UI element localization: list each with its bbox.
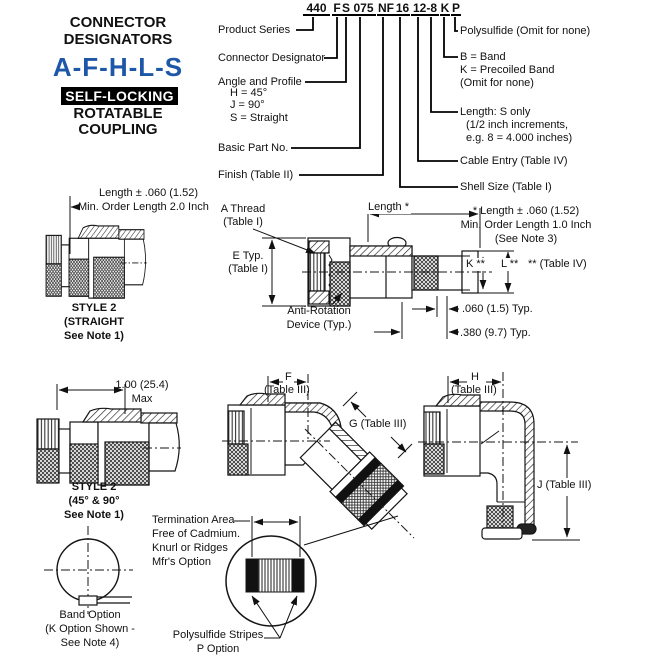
a-thread-label-1: A Thread	[220, 203, 266, 215]
rotatable-title: ROTATABLE	[73, 105, 163, 122]
min-order-length-label: Min. Order Length 2.0 Inch	[78, 201, 209, 213]
f-dim-label: F	[285, 371, 292, 383]
callout-shell-size: Shell Size (Table I)	[460, 181, 552, 193]
part-segment-entry-length: 12-8	[412, 1, 438, 15]
part-segment-shell: 16	[395, 1, 410, 15]
part-segment-band: K	[440, 1, 450, 15]
connector-designators-title-2: DESIGNATORS	[63, 31, 173, 48]
termination-note-4: Mfr's Option	[152, 556, 211, 568]
dim-060-label: .060 (1.5) Typ.	[462, 303, 533, 315]
callout-length-1: Length: S only	[460, 106, 531, 118]
style2-straight-caption-2: (STRAIGHT	[64, 316, 124, 328]
elbow-90-drawing	[418, 394, 578, 539]
anti-rotation-label-2: Device (Typ.)	[286, 319, 352, 331]
part-segment-basic: 075	[351, 1, 376, 16]
style2-straight-caption-1: STYLE 2	[71, 302, 117, 314]
part-segment-finish: NF	[378, 1, 394, 15]
band-option-caption-3: See Note 4)	[60, 637, 120, 649]
callout-length-2: (1/2 inch increments,	[466, 119, 569, 131]
length-star-label: Length *	[368, 201, 409, 213]
e-typ-label-1: E Typ.	[232, 250, 264, 262]
g-dim-label: G (Table III)	[349, 418, 407, 430]
callout-basic-part-no: Basic Part No.	[218, 142, 289, 154]
callout-angle-h: H = 45°	[230, 87, 268, 99]
length-tolerance-label: Length ± .060 (1.52)	[99, 187, 198, 199]
length-note-3: (See Note 3)	[494, 233, 558, 245]
f-table-label: (Table III)	[264, 384, 310, 396]
e-typ-label-2: (Table I)	[228, 263, 268, 275]
callout-finish: Finish (Table II)	[218, 169, 294, 181]
style2-angled-caption-3: See Note 1)	[64, 509, 124, 521]
a-thread-label-2: (Table I)	[223, 216, 263, 228]
max-dim-label-2: Max	[131, 393, 153, 405]
connector-designators-letters: A-F-H-L-S	[52, 52, 184, 82]
style2-angled-caption-1: STYLE 2	[71, 481, 117, 493]
max-dim-label-1: 1.00 (25.4)	[115, 379, 169, 391]
callout-band-omit: (Omit for none)	[460, 77, 534, 89]
band-option-drawing	[44, 526, 133, 614]
callout-band-k: K = Precoiled Band	[460, 64, 555, 76]
length-note-1: * Length ± .060 (1.52)	[472, 205, 580, 217]
part-segment-series: 440	[303, 1, 330, 16]
dimensioned-straight-drawing	[302, 238, 492, 307]
polysulfide-stripes-label-1: Polysulfide Stripes	[172, 629, 264, 641]
style2-straight-caption-3: See Note 1)	[64, 330, 124, 342]
part-segment-angle: S	[341, 1, 350, 15]
band-option-caption-2: (K Option Shown -	[45, 623, 135, 635]
band-option-caption-1: Band Option	[59, 609, 121, 621]
callout-band-b: B = Band	[460, 51, 506, 63]
connector-designators-title-1: CONNECTOR	[69, 14, 167, 31]
termination-note-3: Knurl or Ridges	[152, 542, 228, 554]
callout-cable-entry: Cable Entry (Table IV)	[460, 155, 568, 167]
dim-380-label: .380 (9.7) Typ.	[460, 327, 531, 339]
callout-length-3: e.g. 8 = 4.000 inches)	[466, 132, 573, 144]
anti-rotation-label-1: Anti-Rotation	[287, 305, 351, 317]
callout-product-series: Product Series	[218, 24, 291, 36]
k-dim-label: K **	[466, 258, 485, 270]
callout-polysulfide: Polysulfide (Omit for none)	[460, 25, 591, 37]
table-iv-ref-label: ** (Table IV)	[528, 258, 587, 270]
part-number-callout-lines	[291, 17, 458, 187]
j-dim-label: J (Table III)	[537, 479, 592, 491]
part-segment-designator: F	[333, 1, 341, 15]
callout-angle-j: J = 90°	[230, 99, 265, 111]
polysulfide-stripes-label-2: P Option	[196, 643, 240, 655]
h-dim-label: H	[471, 371, 479, 383]
callout-angle-profile: Angle and Profile	[218, 76, 302, 88]
style2-angled-caption-2: (45° & 90°	[68, 495, 120, 507]
elbow-45-drawing	[222, 393, 414, 538]
l-dim-label: L **	[501, 258, 519, 270]
termination-note-2: Free of Cadmium.	[152, 528, 241, 540]
coupling-title: COUPLING	[78, 121, 158, 138]
part-segment-poly: P	[451, 1, 460, 15]
self-locking-badge: SELF-LOCKING	[61, 87, 178, 105]
termination-note-1: Termination Area	[152, 514, 235, 526]
callout-connector-designator: Connector Designator	[218, 52, 326, 64]
callout-angle-s: S = Straight	[230, 112, 288, 124]
length-note-2: Min. Order Length 1.0 Inch	[460, 219, 592, 231]
h-table-label: (Table III)	[451, 384, 497, 396]
